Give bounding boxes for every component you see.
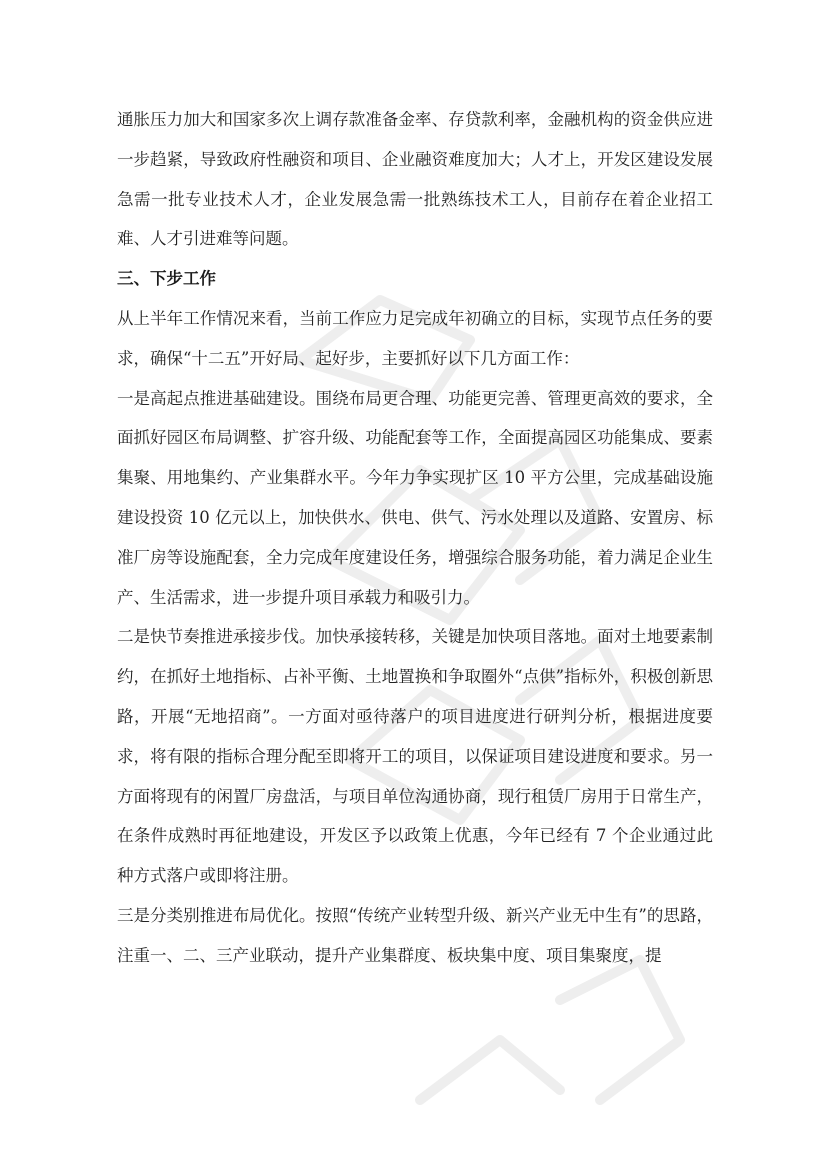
section-heading-next-steps: 三、下步工作 [117, 269, 216, 289]
paragraph-infrastructure: 一是高起点推进基础建设。围绕布局更合理、功能更完善、管理更高效的要求，全面抓好园区布局调整、扩容升级、功能配套等工作，全面提高园区功能集成、要素集聚、用地集约、产业集群水平。今年力争实现扩区 10 平方公里，完成基础设施建设投资 10 亿元以上，加快供水、供电、供气、污水处理以及道路、安置房、标准厂房等设施配套，全力完成年度建设任务，增强综合服务功能，着力满足企业生产、生活需求，进一步提升项目承载力和吸引力。 [117, 388, 713, 607]
paragraph-next-steps-intro: 从上半年工作情况来看，当前工作应力足完成年初确立的目标，实现节点任务的要求，确保“十二五”开好局、起好步，主要抓好以下几方面工作： [117, 308, 713, 368]
paragraph-layout-optimization: 三是分类别推进布局优化。按照“传统产业转型升级、新兴产业无中生有”的思路，注重一、二、三产业联动，提升产业集群度、板块集中度、项目集聚度，提 [117, 905, 713, 965]
document-body [117, 100, 713, 976]
paragraph-project-landing: 二是快节奏推进承接步伐。加快承接转移，关键是加快项目落地。面对土地要素制约，在抓好土地指标、占补平衡、土地置换和争取圈外“点供”指标外，积极创新思路，开展“无地招商”。一方面对亟待落户的项目进度进行研判分析，根据进度要求，将有限的指标合理分配至即将开工的项目，以保证项目建设进度和要求。另一方面将现有的闲置厂房盘活，与项目单位沟通协商，现行租赁厂房用于日常生产，在条件成熟时再征地建设，开发区予以政策上优惠，今年已经有 7 个企业通过此种方式落户或即将注册。 [117, 627, 713, 886]
paragraph-financing-talent: 通胀压力加大和国家多次上调存款准备金率、存贷款利率，金融机构的资金供应进一步趋紧，导致政府性融资和项目、企业融资难度加大；人才上，开发区建设发展急需一批专业技术人才，企业发展急需一批熟练技术工人，目前存在着企业招工难、人才引进难等问题。 [117, 110, 713, 249]
